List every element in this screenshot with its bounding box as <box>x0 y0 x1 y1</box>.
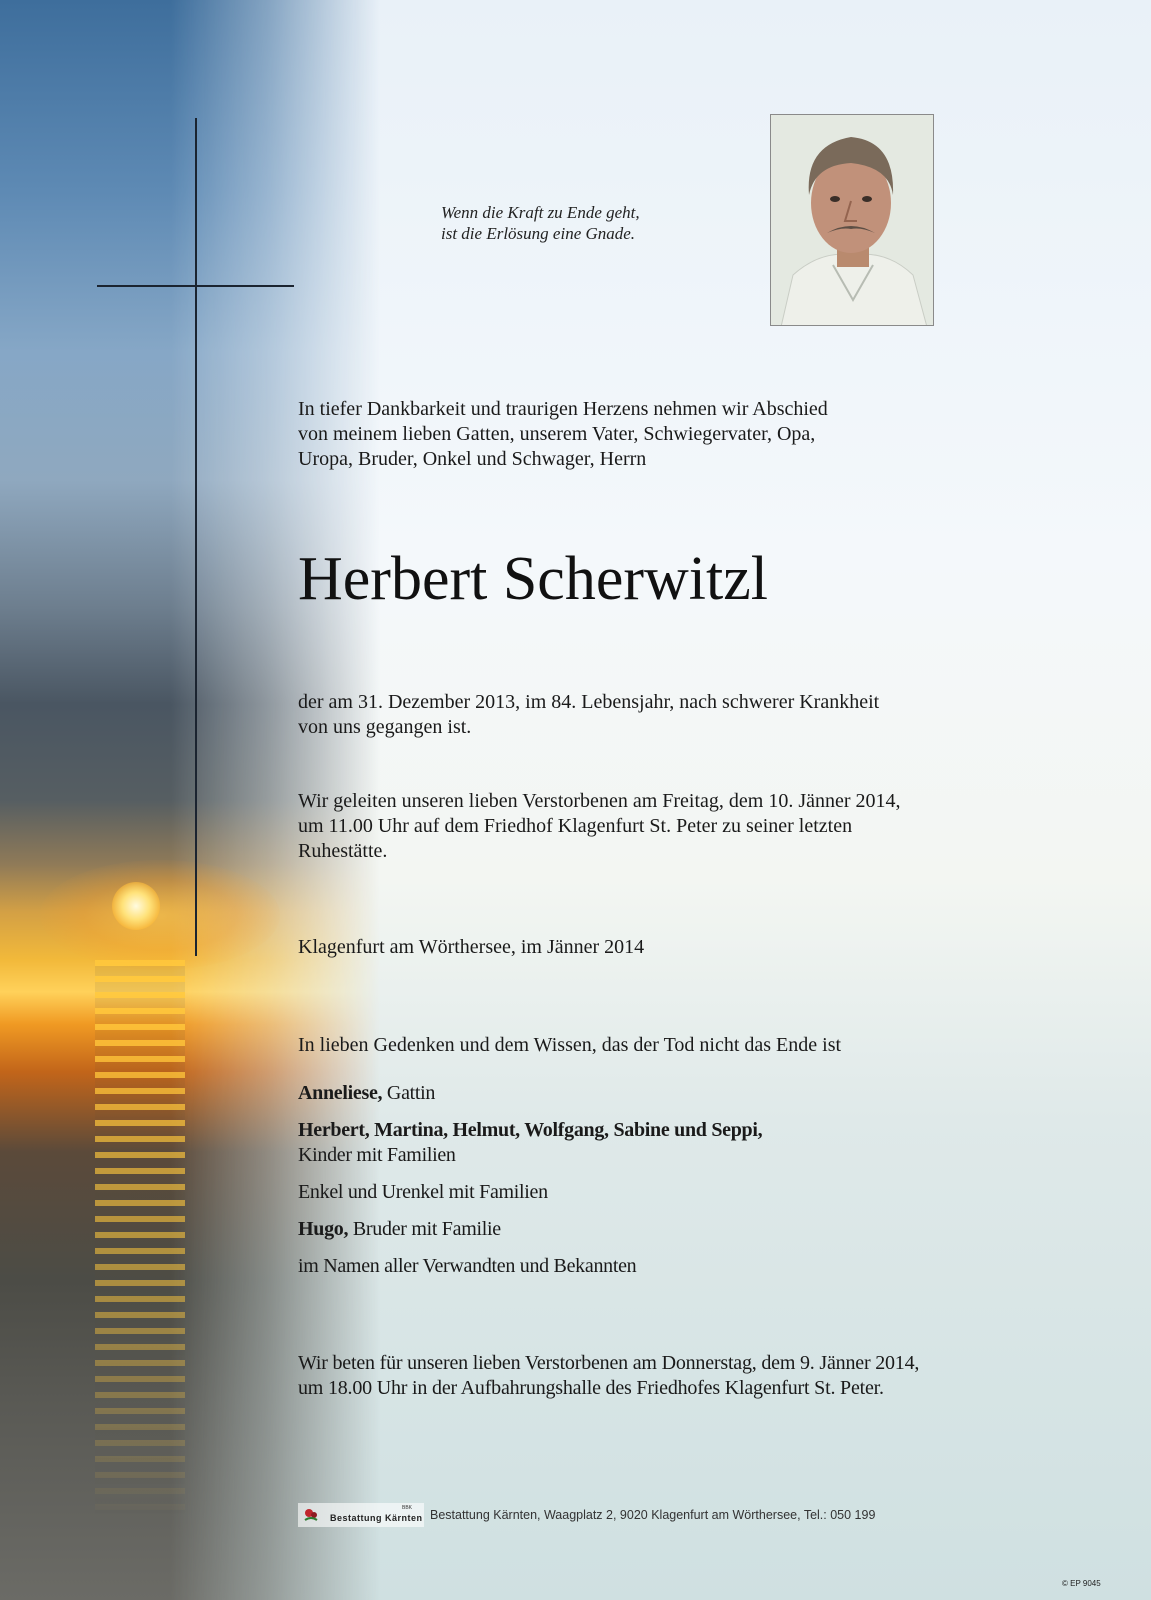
brother-role: Bruder mit Familie <box>352 1218 501 1240</box>
mourner-brother <box>298 1217 762 1242</box>
mourner-wife <box>298 1081 762 1106</box>
wife-name: Anneliese, <box>298 1082 383 1104</box>
intro-line-1: In tiefer Dankbarkeit und traurigen Herzens nehmen wir Abschied <box>298 398 828 420</box>
children-names: Herbert, Martina, Helmut, Wolfgang, Sabine und Seppi, <box>298 1119 763 1141</box>
motto-quote <box>441 202 640 244</box>
logo-text: Bestattung Kärnten <box>330 1513 423 1523</box>
footer <box>298 1503 875 1527</box>
children-role: Kinder mit Familien <box>298 1144 456 1166</box>
intro-text <box>298 397 918 472</box>
logo-mini-mark: BBK <box>402 1505 413 1511</box>
cross-vertical-bar <box>195 118 197 956</box>
death-line-2: von uns gegangen ist. <box>298 716 472 738</box>
wife-role: Gattin <box>386 1082 436 1104</box>
motto-line-2: ist die Erlösung eine Gnade. <box>441 224 636 243</box>
sun-glow <box>40 860 280 970</box>
cross-horizontal-bar <box>97 285 294 287</box>
motto-line-1: Wenn die Kraft zu Ende geht, <box>441 203 640 222</box>
rose-icon <box>303 1506 319 1522</box>
sun-reflection <box>95 960 185 1520</box>
funeral-line-3: Ruhestätte. <box>298 840 388 862</box>
sun <box>112 882 160 930</box>
prayer-line-1: Wir beten für unseren lieben Verstorbenen am Donnerstag, dem 9. Jänner 2014, <box>298 1352 920 1374</box>
mourner-others: im Namen aller Verwandten und Bekannten <box>298 1255 637 1277</box>
copyright: © EP 9045 <box>1062 1579 1101 1588</box>
prayer-line-2: um 18.00 Uhr in der Aufbahrungshalle des Friedhofes Klagenfurt St. Peter. <box>298 1377 884 1399</box>
funeral-notice <box>298 789 998 864</box>
footer-address: Bestattung Kärnten, Waagplatz 2, 9020 Klagenfurt am Wörthersee, Tel.: 050 199 <box>430 1508 876 1522</box>
funeral-home-logo <box>298 1503 424 1527</box>
mourner-children <box>298 1118 762 1168</box>
brother-name: Hugo, <box>298 1218 349 1240</box>
death-line-1: der am 31. Dezember 2013, im 84. Lebensjahr, nach schwerer Krankheit <box>298 691 880 713</box>
mourners-list <box>298 1081 762 1291</box>
intro-line-2: von meinem lieben Gatten, unserem Vater, Schwiegervater, Opa, <box>298 423 816 445</box>
death-notice <box>298 690 998 740</box>
memory-line: In lieben Gedenken und dem Wissen, das der Tod nicht das Ende ist <box>298 1034 842 1056</box>
deceased-name: Herbert Scherwitzl <box>298 545 768 613</box>
portrait-photo <box>770 114 934 326</box>
mourner-grandchildren: Enkel und Urenkel mit Familien <box>298 1181 548 1203</box>
place-date: Klagenfurt am Wörthersee, im Jänner 2014 <box>298 936 645 958</box>
prayer-notice <box>298 1351 1018 1401</box>
intro-line-3: Uropa, Bruder, Onkel und Schwager, Herrn <box>298 448 647 470</box>
funeral-line-1: Wir geleiten unseren lieben Verstorbenen am Freitag, dem 10. Jänner 2014, <box>298 790 901 812</box>
funeral-line-2: um 11.00 Uhr auf dem Friedhof Klagenfurt St. Peter zu seiner letzten <box>298 815 853 837</box>
